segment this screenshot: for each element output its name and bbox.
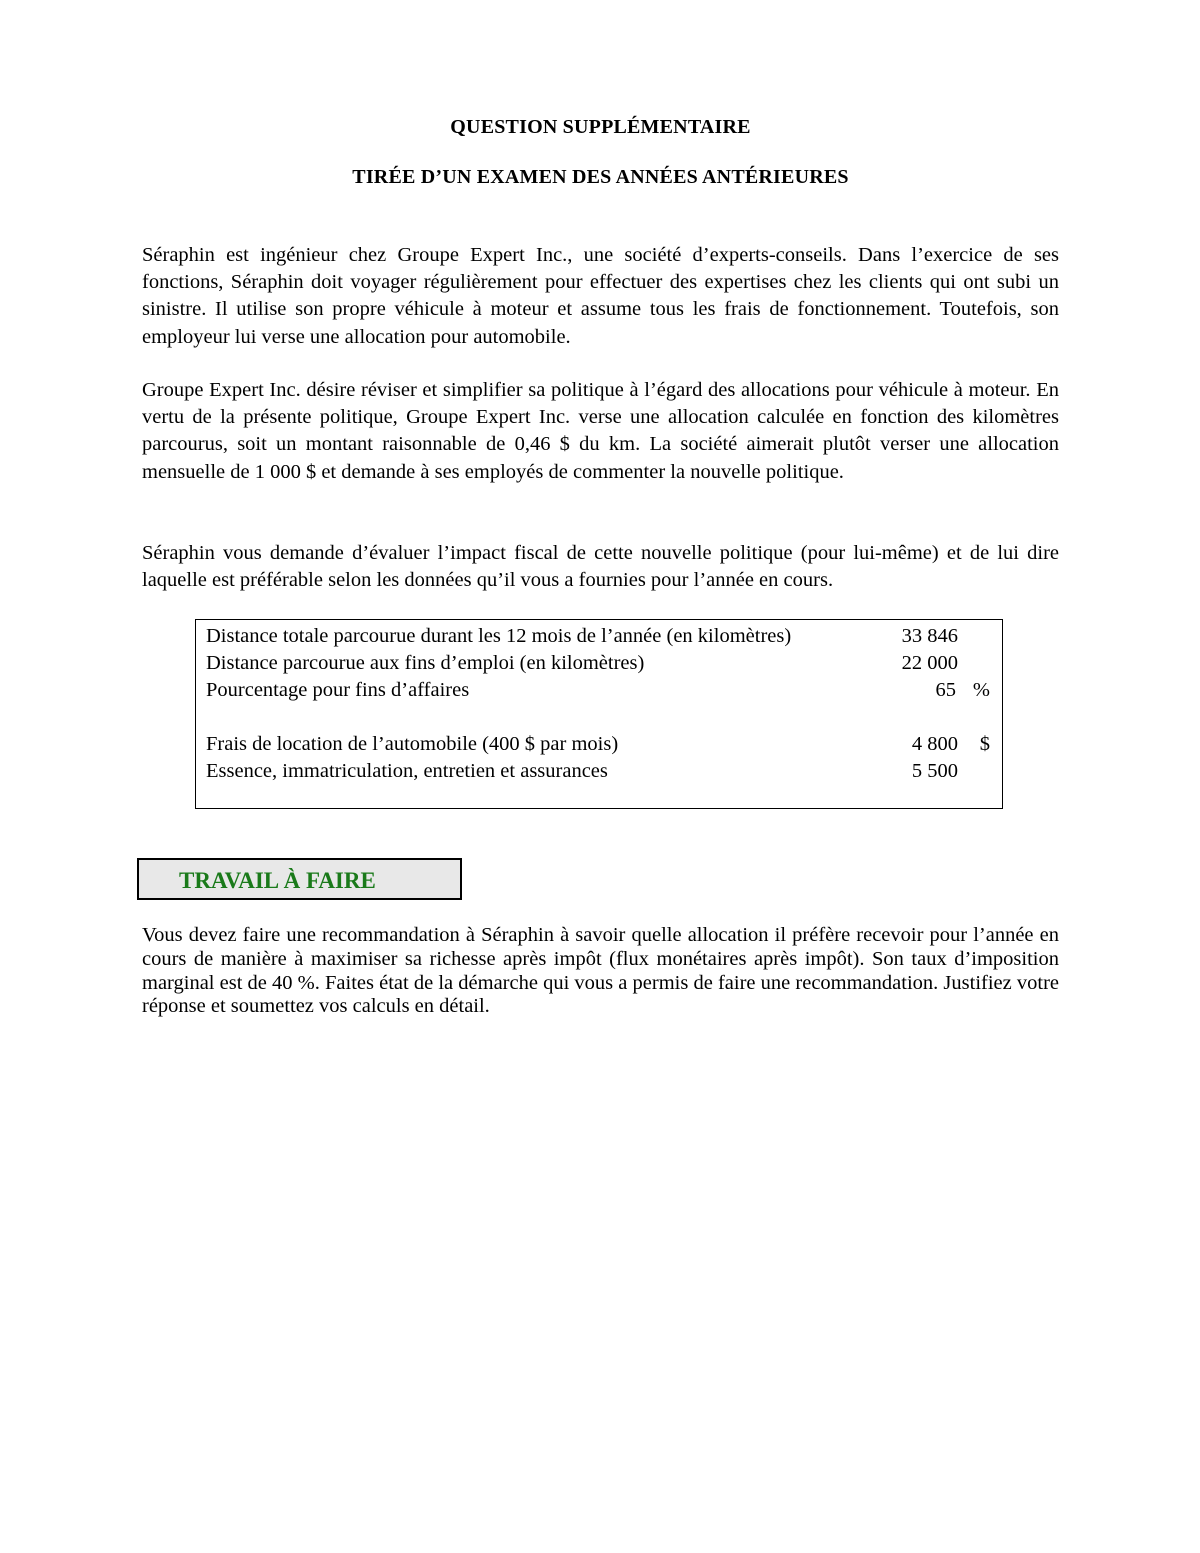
row-value: 65 — [935, 679, 956, 701]
row-value: 22 000 — [901, 652, 958, 674]
row-unit: $ — [979, 733, 990, 755]
row-label: Essence, immatriculation, entretien et assurances — [206, 760, 608, 782]
task-heading: TRAVAIL À FAIRE — [179, 868, 376, 893]
row-label: Frais de location de l’automobile (400 $ par mois) — [206, 733, 619, 755]
row-value: 5 500 — [911, 760, 958, 782]
table-row — [206, 758, 996, 785]
table-row — [206, 731, 996, 758]
document-title: QUESTION SUPPLÉMENTAIRE — [450, 116, 751, 138]
row-label: Pourcentage pour fins d’affaires — [206, 679, 470, 701]
paragraph-policy: Groupe Expert Inc. désire réviser et simplifier sa politique à l’égard des allocations pour véhicule à moteur. En vertu de la présente politique, Groupe Expert Inc. verse une allocation calculée en fonction des kilomètres parcourus, soit un montant raisonnable de 0,46 $ du km. La société aimerait plutôt verser une allocation mensuelle de 1 000 $ et demande à ses employés de commenter la nouvelle politique. — [142, 379, 1059, 483]
paragraph-request: Séraphin vous demande d’évaluer l’impact fiscal de cette nouvelle politique (pour lui-même) et de lui dire laquelle est préférable selon les données qu’il vous a fournies pour l’année en cours. — [142, 542, 1059, 592]
row-label: Distance totale parcourue durant les 12 mois de l’année (en kilomètres) — [206, 625, 792, 647]
row-value: 33 846 — [901, 625, 958, 647]
table-row — [206, 677, 996, 704]
row-label: Distance parcourue aux fins d’emploi (en kilomètres) — [206, 652, 645, 674]
table-row — [206, 623, 996, 650]
table-row — [206, 650, 996, 677]
row-value: 4 800 — [911, 733, 958, 755]
document-subtitle: TIRÉE D’UN EXAMEN DES ANNÉES ANTÉRIEURES — [352, 166, 849, 188]
row-unit: % — [972, 679, 990, 701]
task-heading-box — [137, 858, 462, 900]
data-table — [195, 619, 1003, 809]
task-text: Vous devez faire une recommandation à Séraphin à savoir quelle allocation il préfère recevoir pour l’année en cours de manière à maximiser sa richesse après impôt (flux monétaires après impôt). Son taux d’imposition marginal est de 40 %. Faites état de la démarche qui vous a permis de faire une recommandation. Justifiez votre réponse et soumettez vos calculs en détail. — [142, 924, 1059, 1018]
paragraph-intro: Séraphin est ingénieur chez Groupe Expert Inc., une société d’experts-conseils. Dans l’exercice de ses fonctions, Séraphin doit voyager régulièrement pour effectuer des expertises chez les clients qui ont subi un sinistre. Il utilise son propre véhicule à moteur et assume tous les frais de fonctionnement. Toutefois, son employeur lui verse une allocation pour automobile. — [142, 244, 1059, 348]
